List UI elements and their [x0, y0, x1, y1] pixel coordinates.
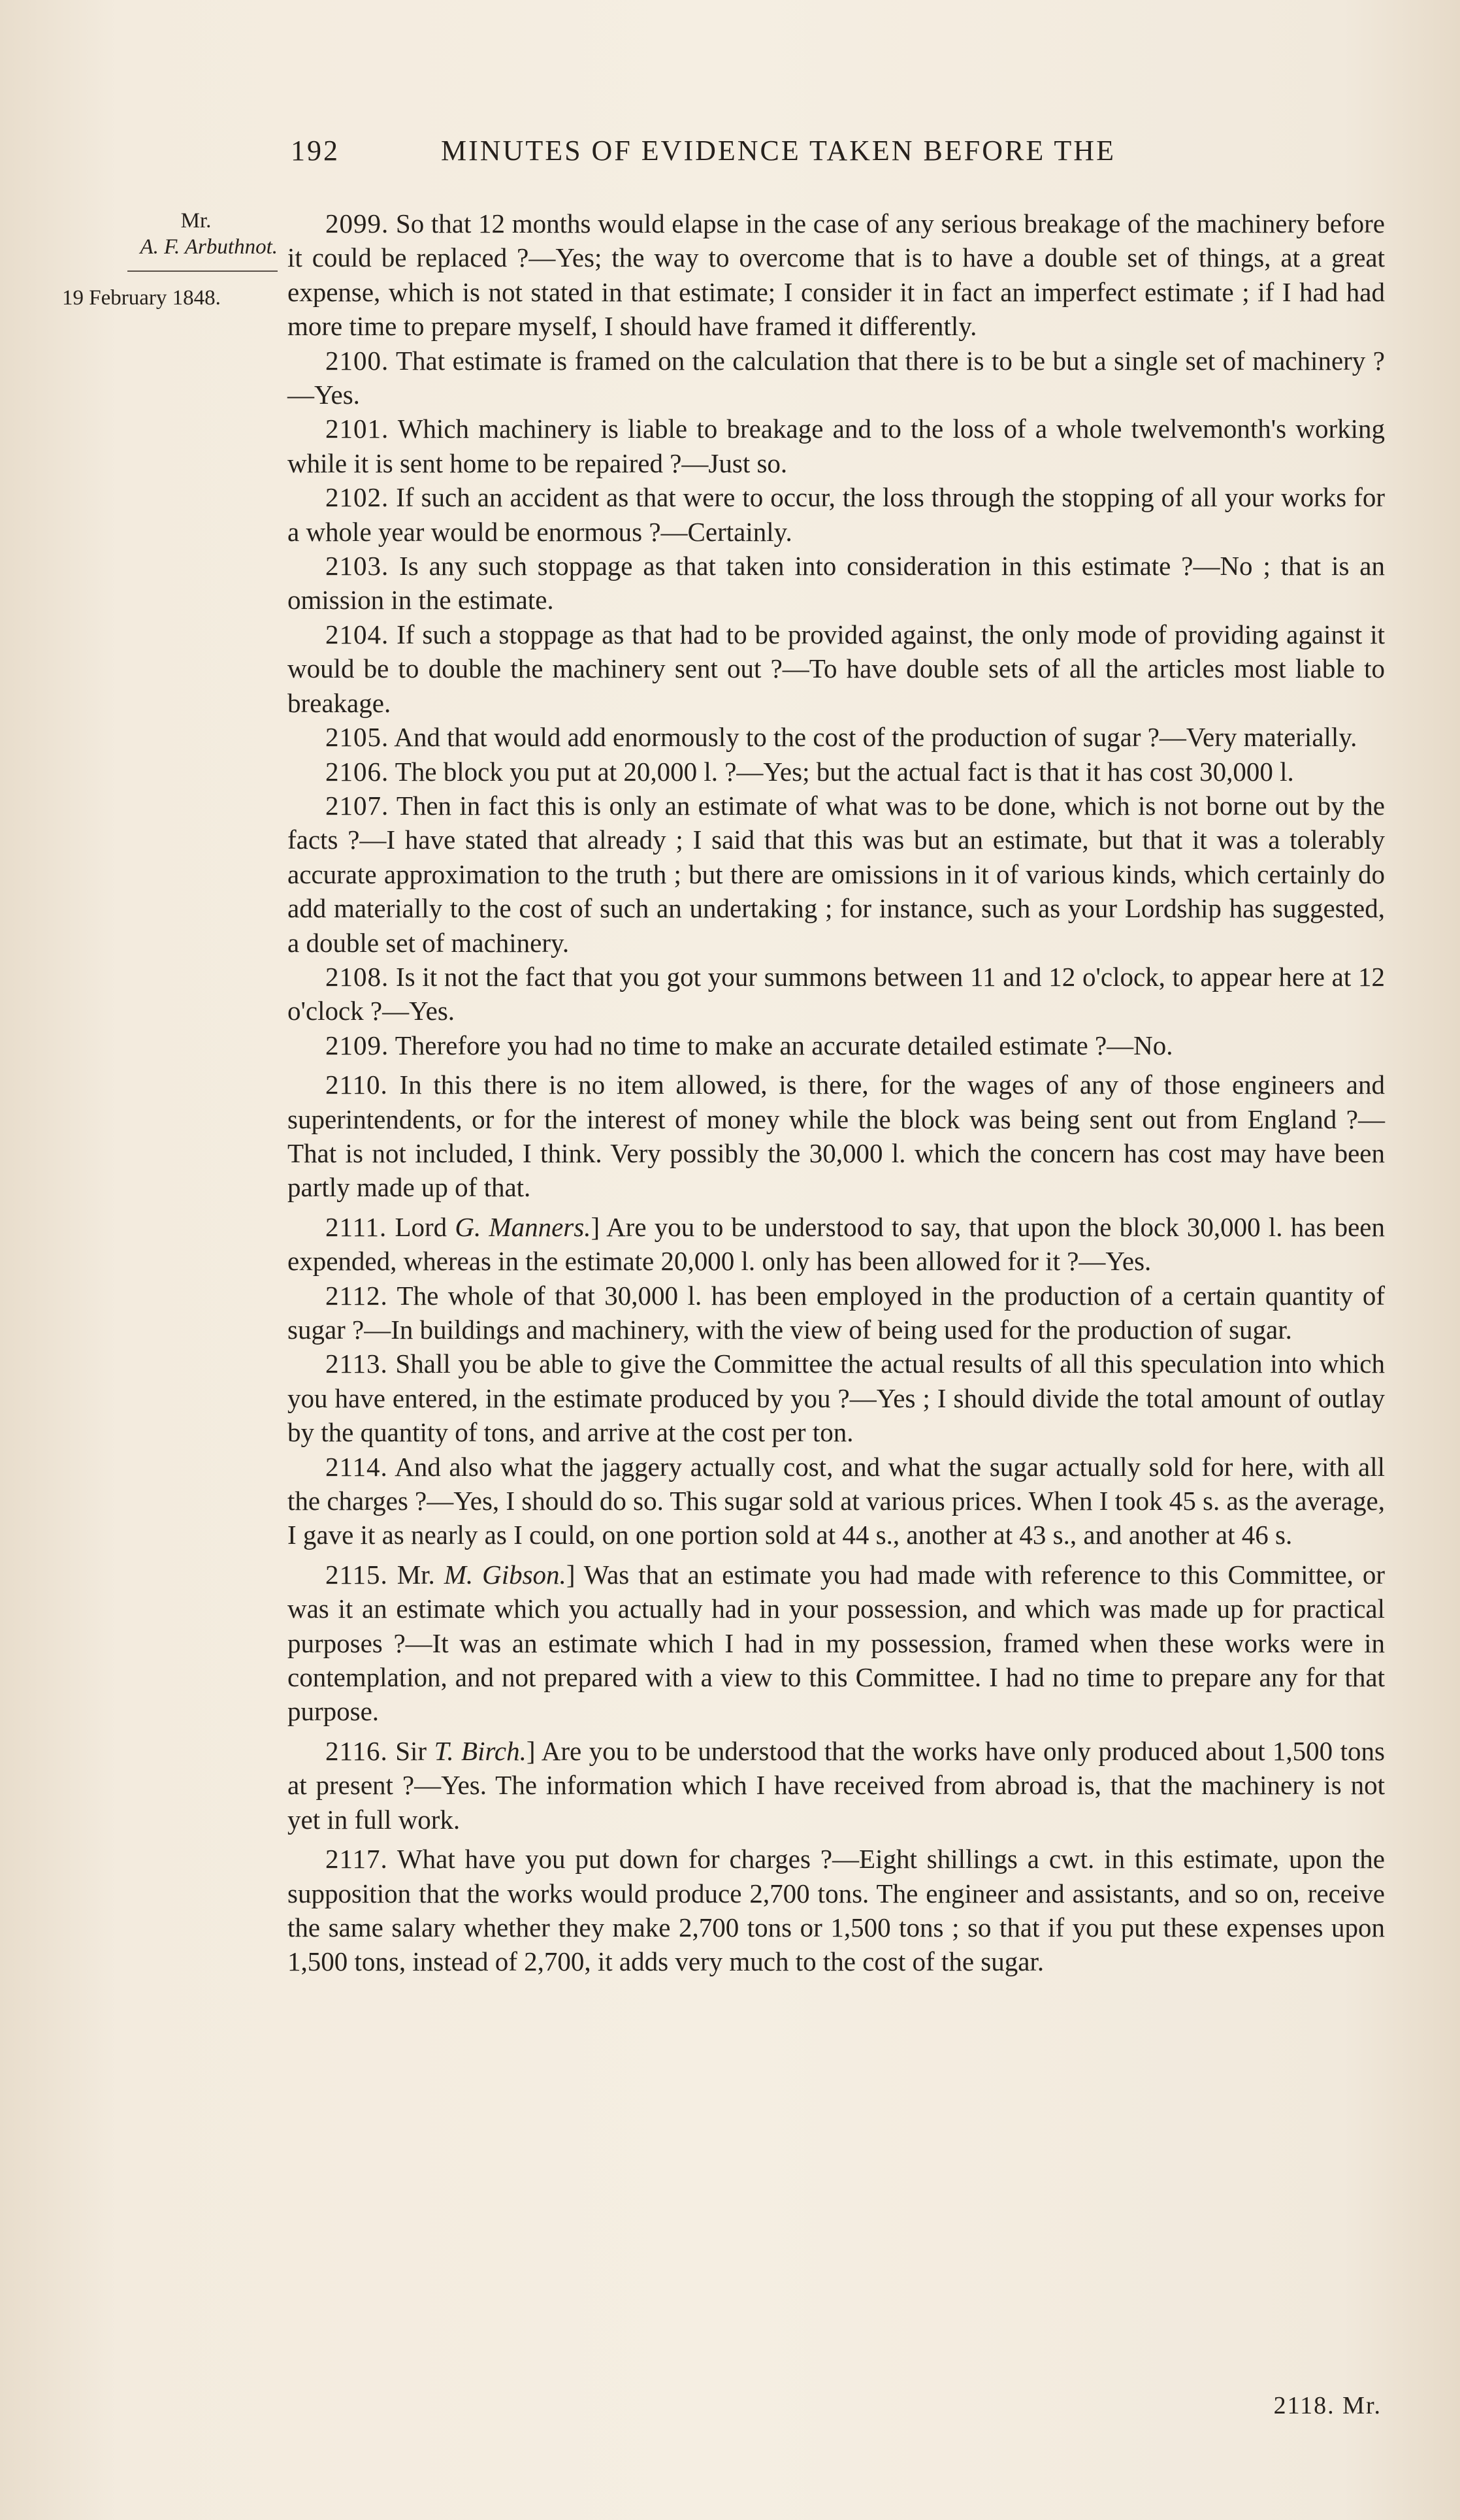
evidence-question — [287, 720, 1385, 754]
question-text: The block you put at 20,000 l. ?—Yes; but the actual fact is that it has cost 30,000 l. — [395, 756, 1294, 787]
question-text: The whole of that 30,000 l. has been employed in the production of a certain quantity of sugar ?—In buildings and machinery, with the view of being used for the production of sugar. — [287, 1280, 1385, 1345]
question-text: If such an accident as that were to occur, the loss through the stopping of all your works for a whole year would be enormous ?—Certainly. — [287, 482, 1385, 547]
question-number: 2100. — [325, 345, 389, 376]
evidence-question — [287, 960, 1385, 1028]
evidence-question — [287, 755, 1385, 789]
speaker-name: T. Birch. — [434, 1735, 527, 1766]
evidence-question — [287, 1842, 1385, 1979]
question-text: Then in fact this is only an estimate of what was to be done, which is not borne out by the facts ?—I have stated that already ; I said that this was but an estimate, but that it was a tolerably accurate approximation to the truth ; but there are omissions in it of various kinds, which certainly do add materially to the cost of such an undertaking ; for instance, such as your Lordship has suggested, a double set of machinery. — [287, 790, 1385, 958]
speaker-bracket: ] — [566, 1559, 576, 1590]
question-number: 2110. — [325, 1070, 388, 1100]
evidence-question — [287, 549, 1385, 617]
question-text: Are you to be understood that the works have only produced about 1,500 tons at present ?—Yes. The information which I have received from abroad is, that the machinery is not yet in full work. — [287, 1735, 1386, 1835]
page-header — [291, 134, 1401, 180]
question-number: 2106. — [325, 756, 389, 787]
question-text: And that would add enormously to the cost of the production of sugar ?—Very materially. — [394, 722, 1357, 753]
question-text: Is any such stoppage as that taken into consideration in this estimate ?—No ; that is an omission in the estimate. — [287, 551, 1386, 615]
question-number: 2111. — [325, 1211, 387, 1242]
question-number: 2117. — [325, 1844, 388, 1874]
evidence-question — [287, 1450, 1385, 1552]
question-number: 2109. — [325, 1030, 389, 1060]
question-text: In this there is no item allowed, is there, for the wages of any of those engineers and superintendents, or for the interest of money while the block was being sent out from England ?—That is not included, I think. Very possibly the 30,000 l. which the concern has cost may have been partly made up of that. — [287, 1070, 1385, 1203]
question-text: So that 12 months would elapse in the case of any serious breakage of the machinery before it could be replaced ?—Yes; the way to overcome that is to have a double set of things, at a great expense, which is not stated in that estimate; I consider it in fact an imperfect estimate ; if I had had more time to prepare myself, I should have framed it differently. — [287, 208, 1385, 342]
evidence-question — [287, 1028, 1385, 1062]
evidence-text — [287, 206, 1385, 1979]
question-number: 2112. — [325, 1280, 388, 1311]
question-number: 2104. — [325, 619, 389, 649]
evidence-question — [287, 412, 1385, 480]
evidence-question — [287, 480, 1385, 549]
question-number: 2105. — [325, 722, 389, 753]
evidence-question — [287, 344, 1385, 412]
question-number: 2101. — [325, 414, 389, 444]
speaker-title: Mr. — [397, 1559, 435, 1590]
evidence-question — [287, 206, 1385, 344]
evidence-question — [287, 617, 1385, 720]
question-number: 2108. — [325, 961, 389, 992]
question-text: Which machinery is liable to breakage and to the loss of a whole twelvemonth's working while it is sent home to be repaired ?—Just so. — [287, 414, 1385, 478]
question-text: Are you to be understood to say, that upon the block 30,000 l. has been expended, whereas in the estimate 20,000 l. only has been allowed for it ?—Yes. — [287, 1211, 1386, 1277]
speaker-bracket: ] — [526, 1735, 536, 1766]
evidence-question — [287, 1279, 1385, 1347]
evidence-question — [287, 1558, 1385, 1729]
evidence-question — [287, 1068, 1385, 1205]
question-number: 2113. — [325, 1349, 388, 1379]
witness-title: Mr. — [180, 209, 212, 233]
question-number: 2099. — [325, 208, 389, 238]
running-title: MINUTES OF EVIDENCE TAKEN BEFORE THE — [441, 135, 1116, 167]
question-number: 2107. — [325, 790, 389, 821]
question-number: 2115. — [325, 1559, 388, 1590]
question-text: Shall you be able to give the Committee the actual results of all this speculation into which you have entered, in the estimate produced by you ?—Yes ; I should divide the total amount of outlay by the quantity of tons, and arrive at the cost per ton. — [287, 1349, 1385, 1448]
catchword: 2118. Mr. — [1273, 2392, 1382, 2419]
question-text: If such a stoppage as that had to be provided against, the only mode of providing against it would be to double the machinery sent out ?—To have double sets of all the articles most liable to breakage. — [287, 619, 1385, 718]
question-text: Is it not the fact that you got your summons between 11 and 12 o'clock, to appear here at 12 o'clock ?—Yes. — [287, 961, 1386, 1026]
question-number: 2103. — [325, 551, 389, 581]
page-number: 192 — [291, 135, 340, 167]
speaker-name: M. Gibson. — [444, 1559, 566, 1590]
speaker-title: Lord — [395, 1211, 447, 1242]
speaker-name: G. Manners. — [455, 1211, 591, 1242]
speaker-title: Sir — [395, 1735, 427, 1766]
margin-divider — [127, 270, 278, 272]
evidence-question — [287, 789, 1385, 960]
hearing-date: 19 February 1848. — [62, 286, 221, 310]
question-number: 2116. — [325, 1735, 388, 1766]
evidence-question — [287, 1347, 1385, 1449]
question-text: That estimate is framed on the calculation that there is to be but a single set of machinery ?—Yes. — [287, 345, 1385, 410]
speaker-bracket: ] — [591, 1211, 600, 1242]
question-number: 2114. — [325, 1451, 388, 1482]
question-text: Therefore you had no time to make an accurate detailed estimate ?—No. — [395, 1030, 1173, 1060]
question-text: Was that an estimate you had made with reference to this Committee, or was it an estimate which you actually had in your possession, and which was made up for practical purposes ?—It was an estimate which I had in my possession, framed when these works were in contemplation, and not prepared with a view to this Committee. I had no time to prepare any for that purpose. — [287, 1559, 1386, 1727]
evidence-question — [287, 1210, 1385, 1279]
question-number: 2102. — [325, 482, 389, 513]
evidence-question — [287, 1734, 1385, 1837]
witness-margin-note — [62, 208, 278, 311]
question-text: And also what the jaggery actually cost, and what the sugar actually sold for here, with all the charges ?—Yes, I should do so. This sugar sold at various prices. When I took 45 s. as the average, I gave it as nearly as I could, on one portion sold at 44 s., another at 43 s., and another at 46 s. — [287, 1451, 1385, 1550]
witness-name: A. F. Arbuthnot. — [140, 235, 278, 259]
question-text: What have you put down for charges ?—Eight shillings a cwt. in this estimate, upon the supposition that the works would produce 2,700 tons. The engineer and assistants, and so on, receive the same salary whether they make 2,700 tons or 1,500 tons ; so that if you put these expenses upon 1,500 tons, instead of 2,700, it adds very much to the cost of the sugar. — [287, 1844, 1385, 1977]
